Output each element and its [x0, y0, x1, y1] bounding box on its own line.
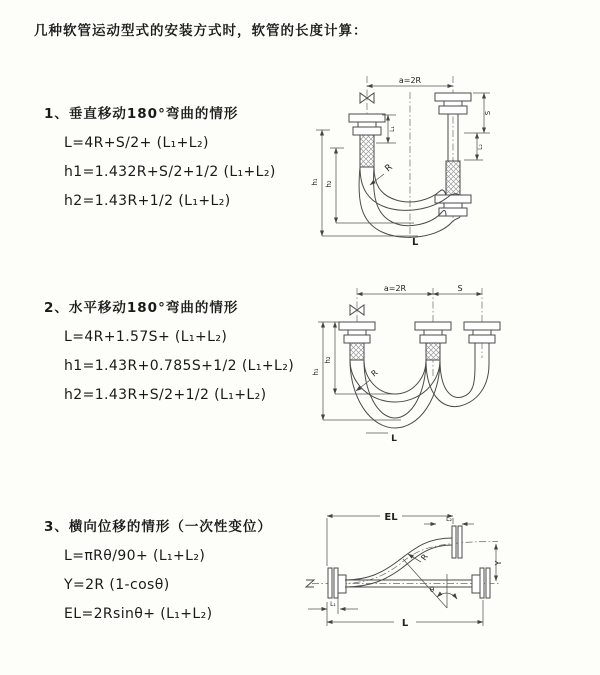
dimension-el [327, 512, 453, 566]
dim-label-a2r: a=2R [398, 76, 422, 85]
dim-label-h1: h₁ [311, 178, 319, 186]
dim-label-a2r: a=2R [383, 284, 407, 293]
dimension-s [433, 284, 482, 294]
section-lateral-displacement [44, 515, 272, 622]
upper-flange [452, 526, 462, 558]
dim-label-r: R [369, 368, 380, 379]
dim-label-l-total: L [401, 618, 409, 629]
section-horizontal-bend [44, 296, 294, 403]
dim-label-y: Y [494, 560, 503, 566]
dim-label-h2: h₂ [325, 180, 333, 188]
formula-list [64, 135, 276, 209]
dimension-l [327, 600, 483, 629]
dimension-l2 [464, 133, 484, 160]
formula-line: L=4R+S/2+ (L₁+L₂) [64, 135, 209, 151]
page-title: 几种软管运动型式的安装方式时，软管的长度计算： [34, 23, 368, 39]
dimension-a2r [367, 76, 453, 86]
formula-line: Y=2R (1-cosθ) [64, 577, 170, 593]
left-flange [328, 568, 346, 598]
braided-section [350, 343, 364, 360]
dim-label-el: EL [384, 512, 398, 523]
left-pipe-fitting [349, 114, 385, 167]
length-callout [366, 433, 397, 444]
braided-section [360, 135, 374, 167]
formula-list [64, 329, 294, 403]
diagram-vertical-bend [306, 64, 592, 264]
right-flange [472, 568, 490, 598]
pipe-fittings [339, 322, 500, 360]
diagram-horizontal-bend [306, 280, 598, 455]
formula-line: h2=1.43R+1/2 (L₁+L₂) [64, 193, 231, 209]
dim-label-l1: L₁ [330, 601, 336, 608]
dim-label-h1: h₁ [312, 368, 320, 376]
formula-line: h2=1.43R+S/2+1/2 (L₁+L₂) [64, 387, 267, 403]
formula-line: h1=1.432R+S/2+1/2 (L₁+L₂) [64, 164, 276, 180]
dim-label-l-total: L [412, 237, 419, 248]
dim-label-s: S [457, 284, 463, 293]
dim-label-l1: L₁ [389, 126, 396, 132]
section-heading: 1、垂直移动180°弯曲的情形 [44, 106, 239, 122]
dim-label-s: S [484, 110, 492, 116]
braided-section [446, 161, 460, 195]
formula-line: L=4R+1.57S+ (L₁+L₂) [64, 329, 228, 345]
section-heading: 2、水平移动180°弯曲的情形 [44, 300, 239, 316]
formula-line: EL=2Rsinθ+ (L₁+L₂) [64, 606, 213, 622]
section-heading: 3、横向位移的情形（一次性变位） [44, 519, 272, 535]
hose-arcs [350, 343, 489, 428]
dim-label-h2: h₂ [324, 356, 332, 364]
formula-list [64, 548, 272, 622]
dim-label-theta: θ [429, 586, 435, 594]
formula-line: L=πRθ/90+ (L₁+L₂) [64, 548, 206, 564]
dim-label-l2: L₂ [446, 516, 452, 523]
formula-line: h1=1.43R+0.785S+1/2 (L₁+L₂) [64, 358, 295, 374]
dimension-l1 [308, 598, 358, 614]
diagram-lateral-displacement [296, 496, 600, 646]
centerlines [357, 288, 482, 378]
dimension-a2r [357, 284, 433, 294]
dim-label-r: R [383, 162, 395, 175]
braided-section [426, 343, 440, 360]
dimension-y [494, 544, 503, 581]
dim-label-l-total: L [391, 434, 397, 444]
dim-label-r: R [419, 552, 430, 563]
dimension-l2 [424, 516, 474, 524]
section-vertical-bend [44, 102, 276, 209]
dim-label-l2: L₂ [477, 144, 484, 150]
